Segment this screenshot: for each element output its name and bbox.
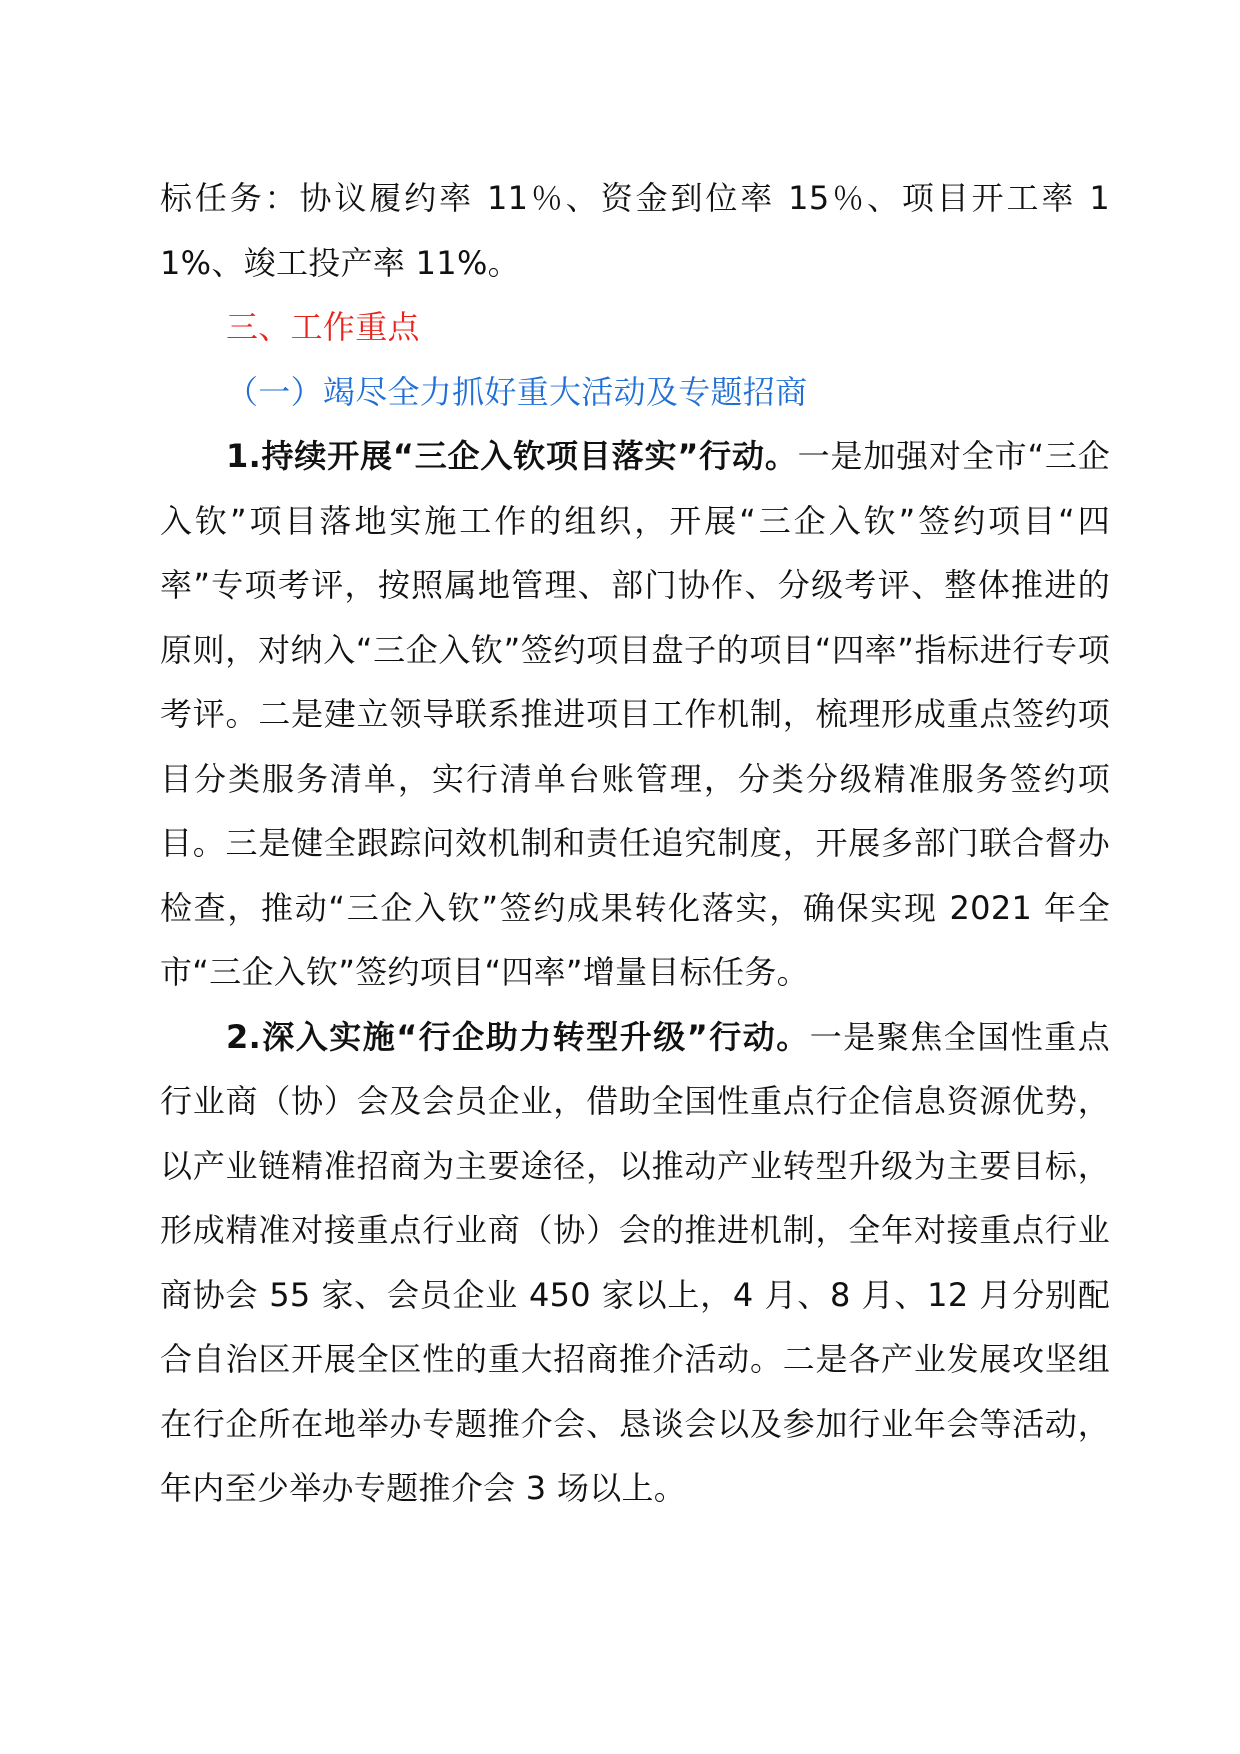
document-body bbox=[160, 166, 1110, 1521]
intro-continuation-paragraph bbox=[160, 166, 1110, 295]
item-2-body: 一是聚焦全国性重点行业商（协）会及会员企业，借助全国性重点行企信息资源优势，以产业链精准招商为主要途径，以推动产业转型升级为主要目标，形成精准对接重点行业商（协）会的推进机制，全年对接重点行业商协会 55 家、会员企业 450 家以上，4 月、8 月、12 月分别配合自治区开展全区性的重大招商推介活动。二是各产业发展攻坚组在行企所在地举办专题推介会、恳谈会以及参加行业年会等活动，年内至少举办专题推介会 3 场以上。 bbox=[160, 1017, 1111, 1507]
item-1-paragraph bbox=[160, 424, 1110, 1005]
subsection-heading bbox=[160, 360, 1110, 425]
section-heading bbox=[160, 295, 1110, 360]
item-1-body: 一是加强对全市“三企入钦”项目落地实施工作的组织，开展“三企入钦”签约项目“四率”专项考评，按照属地管理、部门协作、分级考评、整体推进的原则，对纳入“三企入钦”签约项目盘子的项目“四率”指标进行专项考评。二是建立领导联系推进项目工作机制，梳理形成重点签约项目分类服务清单，实行清单台账管理，分类分级精准服务签约项目。三是健全跟踪问效机制和责任追究制度，开展多部门联合督办检查，推动“三企入钦”签约成果转化落实，确保实现 2021 年全市“三企入钦”签约项目“四率”增量目标任务。 bbox=[160, 437, 1110, 991]
item-2-paragraph bbox=[160, 1005, 1110, 1521]
item-1-title: 1.持续开展“三企入钦项目落实”行动。 bbox=[226, 437, 798, 475]
subsection-heading-text: （一）竭尽全力抓好重大活动及专题招商 bbox=[226, 372, 808, 411]
section-heading-text: 三、工作重点 bbox=[226, 308, 420, 346]
intro-continuation-text: 标任务：协议履约率 11％、资金到位率 15％、项目开工率 11%、竣工投产率 11%。 bbox=[160, 179, 1110, 282]
item-2-title: 2.深入实施“行企助力转型升级”行动。 bbox=[226, 1017, 810, 1056]
